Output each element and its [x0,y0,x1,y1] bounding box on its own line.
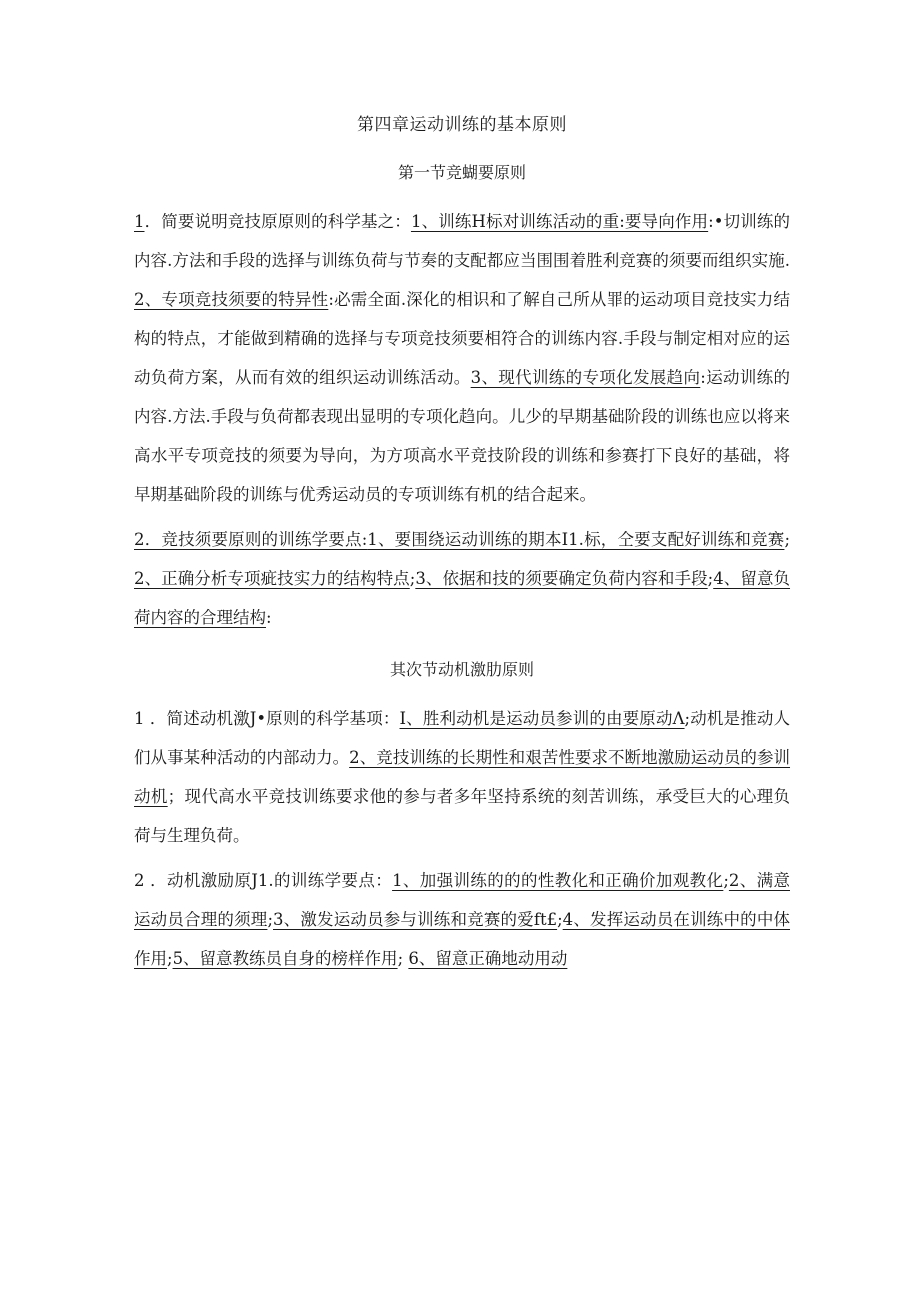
document-page [134,112,790,984]
separator: ; [409,569,416,588]
underlined-point: 2、专项竞技须要的特异性 [134,290,329,309]
underlined-point: ．竞技须要原则的训练学要点: [144,530,368,549]
separator: ; [397,949,409,968]
underlined-point: 1、要围绕运动训练的期本I1.标，仝要支配好训练和竞赛 [367,530,785,549]
text-run: 1 ．简述动机激J•原则的科学基项： [134,709,400,728]
text-run: :运动训练的内容.方法.手段与负荷都表现出显明的专项化趋向。儿少的早期基础阶段的训练也应以将来高水平专项竞技的须要为导向，为方项高水平竞技阶段的训练和参赛打下良好的基础，将早期基础阶段的训练与优秀运动员的专项训练有机的结合起来。 [134,368,791,504]
item-number: 2 [134,530,145,549]
separator: : [266,608,272,627]
underlined-point: 6、留意正确地动用动 [408,949,568,968]
text-run: :•切训练的内容.方法和手段的选择与训练负荷与节奏的支配都应当围围着胜利竞赛的须要而组织实施. [134,212,791,270]
section-1-paragraph-1 [134,202,790,514]
underlined-point: 3、激发运动员参与训练和竞赛的爱ft£ [273,910,558,929]
text-run: ;动机是推动人们从事某种活动的内部动力。 [134,709,790,767]
separator: ; [557,910,563,929]
section-2-paragraph-1 [134,699,790,855]
text-run: ．简要说明竞技原原则的科学基之： [144,212,411,231]
separator: ; [707,569,714,588]
underlined-point: 4、发挥运动员在训练中的中体作用 [134,910,791,968]
section-2-title: 其次节动机激肋原则 [389,660,534,679]
section-1-paragraph-2 [134,520,790,637]
underlined-point: 2、竞技训练的长期性和艰苦性要求不断地激励运动员的参训动机 [134,748,791,806]
section-1-title: 第一节竞蝴要原则 [397,163,526,182]
text-run: ；现代高水平竞技训练要求他的参与者多年坚持系统的刻苦训练，承受巨大的心理负荷与生理负荷。 [134,787,791,845]
separator: ; [267,910,273,929]
underlined-point: 2、满意运动员合理的须理 [134,871,790,929]
separator: ; [784,530,790,549]
underlined-point: I、胜利动机是运动员参训的由要原动Λ [399,709,685,728]
underlined-point: 2、正确分析专项疵技实力的结构特点 [134,569,410,588]
text-run: 2 ．动机激励原J1.的训练学要点： [134,871,393,890]
underlined-point: 1、训练H标对训练活动的重:要导向作用 [410,212,709,231]
separator: ; [167,949,173,968]
underlined-point: 4、留意负荷内容的合理结构 [134,569,791,627]
underlined-point: 3、现代训练的专项化发展趋向 [470,368,701,387]
underlined-point: 3、依据和技的须要确定负荷内容和手段 [415,569,708,588]
underlined-point: 1、加强训练的的的性教化和正确价加观教化 [392,871,724,890]
separator: ; [723,871,729,890]
section-2-paragraph-2 [134,861,790,978]
chapter-title: 第四章运动训练的基本原则 [357,115,567,135]
underlined-point: 5、留意教练员自身的榜样作用 [172,949,398,968]
item-number: 1 [134,212,145,231]
text-run: :必需全面.深化的相识和了解自己所从罪的运动项目竞技实力结构的特点，才能做到精确的选择与专项竞技须要相符合的训练内容.手段与制定相对应的运动负荷方案，从而有效的组织运动训练活动。 [134,290,790,387]
